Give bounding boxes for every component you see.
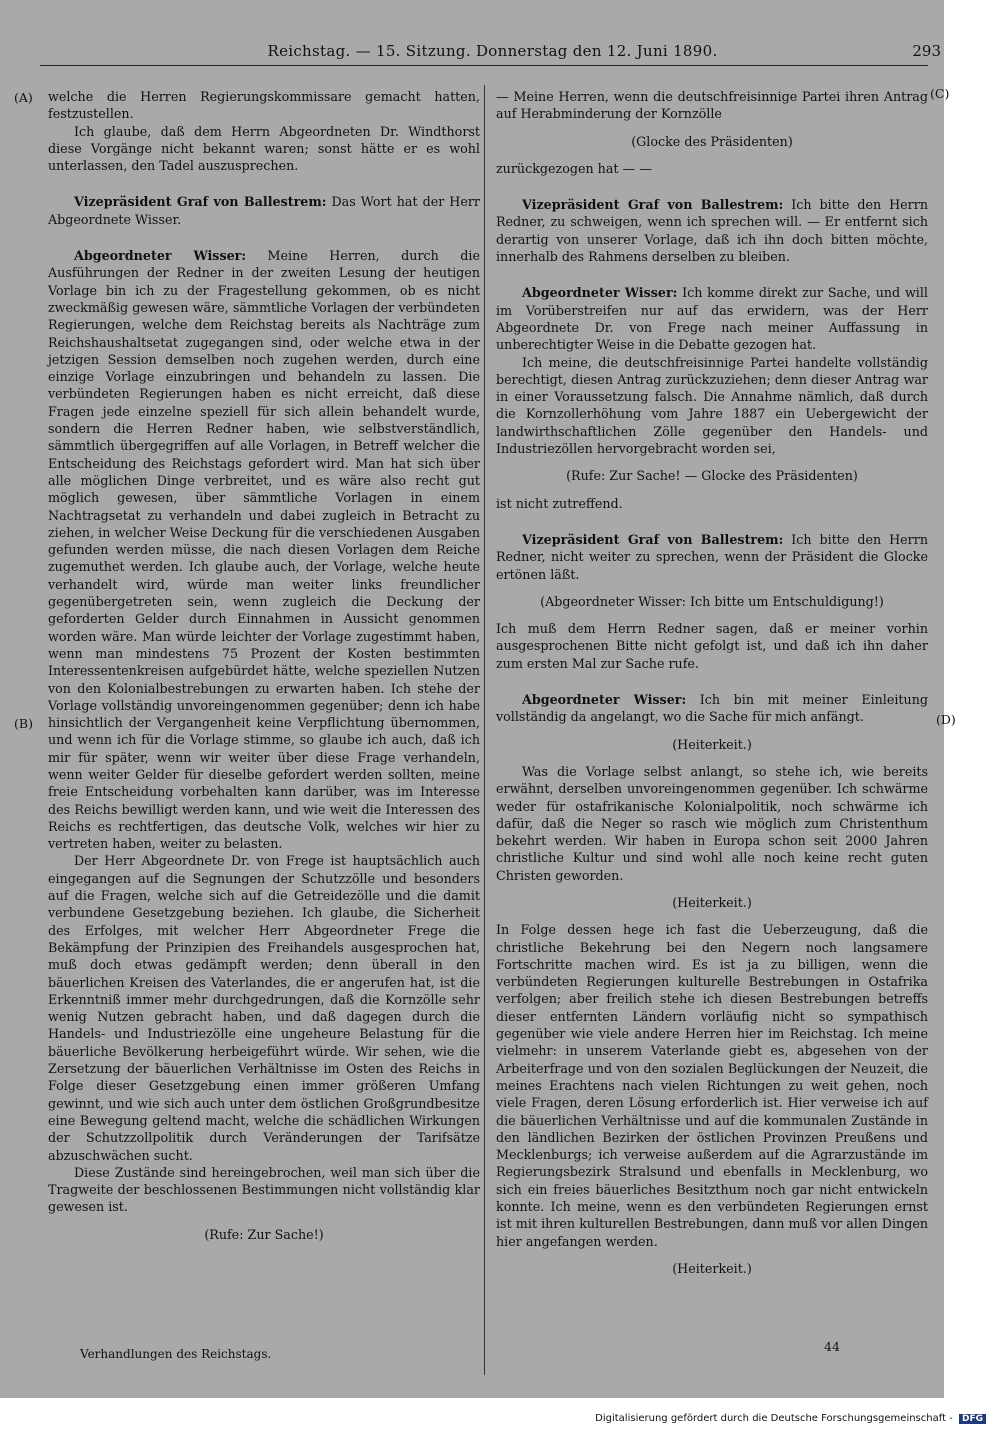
interjection: (Heiterkeit.): [672, 736, 752, 752]
digitization-notice: [595, 1413, 986, 1424]
paragraph: In Folge dessen hege ich fast die Ueberzeugung, daß die christliche Bekehrung bei den Negern noch langsamere Fortschritte machen wird. Es ist ja zu billigen, wenn die verbündeten Regierungen kulturelle Bestrebungen in Ostafrika verfolgen; aber freilich stehe ich diesen Bestrebungen betreffs dieser entfernten Ländern vorläufig nicht so sympathisch gegenüber wie viele andere Herren hier im Reichstag. Ich meine vielmehr: in unserem Vaterlande giebt es, abgesehen von der Arbeiterfrage und von den sozialen Beglückungen der Neuzeit, die meines Erachtens nach vielen Richtungen zu weit gehen, noch viele Fragen, deren Lösung erforderlich ist. Hier verweise ich auf die bäuerlichen Verhältnisse und auf die kommunalen Zustände in den ländlichen Bezirken der östlichen Provinzen Preußens und Mecklenburgs; ich verweise außerdem auf die Agrarzustände im Regierungsbezirk Stralsund und ebenfalls in Mecklenburg, wo sich ein freies bäuerliches Besitzthum noch gar nicht entwickeln konnte. Ich meine, wenn es den verbündeten Regierungen ernst ist mit ihren kulturellen Bestrebungen, dann muß vor allen Dingen hier angefangen werden.: [496, 922, 928, 1249]
speech-paragraph: [496, 196, 928, 265]
speech-paragraph: [496, 284, 928, 353]
interjection: (Glocke des Präsidenten): [631, 133, 793, 149]
speaker-name: Vizepräsident Graf von Ballestrem:: [522, 197, 784, 213]
interjection: (Heiterkeit.): [672, 894, 752, 910]
speech-text: Ich bitte den Herrn Redner, zu schweigen, wenn ich sprechen will. — Er entfernt sich derartig von unserer Vorlage, daß ich ihn doch bitten möchte, innerhalb des Rahmens derselben zu bleiben.: [496, 197, 928, 265]
speaker-name: Abgeordneter Wisser:: [522, 692, 687, 708]
interjection: (Abgeordneter Wisser: Ich bitte um Entschuldigung!): [540, 593, 884, 609]
right-column: [496, 88, 928, 1287]
margin-mark-b: (B): [14, 716, 33, 731]
speaker-name: Abgeordneter Wisser:: [522, 285, 678, 301]
column-divider: [484, 85, 485, 1375]
paragraph: Was die Vorlage selbst anlangt, so stehe ich, wie bereits erwähnt, derselben unvoreingenommen gegenüber. Ich schwärme weder für ostafrikanische Kolonialpolitik, noch schwärme ich dafür, daß die Neger so rasch wie möglich zum Christenthum bekehrt werden. Wir haben in Europa schon seit 2000 Jahren christliche Kultur und sind wohl alle noch keine recht guten Christen geworden.: [496, 763, 928, 883]
paragraph: Der Herr Abgeordnete Dr. von Frege ist hauptsächlich auch eingegangen auf die Segnungen der Schutzzölle und besonders auf die Fragen, welche sich auf die Getreidezölle und die damit verbundene Gesetzgebung beziehen. Ich glaube, die Sicherheit des Erfolges, mit welcher Herr Abgeordneter Frege die Bekämpfung der Prinzipien des Freihandels ausgesprochen hat, muß doch etwas gedämpft werden; denn überall in den bäuerlichen Kreisen des Vaterlandes, die er angerufen hat, ist die Erkenntniß immer mehr durchgedrungen, daß die Kornzölle sehr wenig Nutzen gebracht haben, und daß dagegen durch die Handels- und Industriezölle eine ungeheure Belastung für die bäuerliche Bevölkerung herbeigeführt würde. Wir sehen, wie die Zersetzung der bäuerlichen Verhältnisse im Osten des Reichs in Folge dieser Gesetzgebung einen immer größeren Umfang gewinnt, und wie sich auch unter dem östlichen Großgrundbesitze eine Bewegung geltend macht, welche die schädlichen Wirkungen der Schutzzollpolitik durch Veränderungen der Tarifsätze abzuschwächen sucht.: [48, 853, 480, 1163]
speech-paragraph: [496, 691, 928, 726]
speech-text: Ich bin mit meiner Einleitung vollständig da angelangt, wo die Sache für mich anfängt.: [496, 692, 928, 725]
speech-text: Das Wort hat der Herr Abgeordnete Wisser.: [48, 194, 480, 227]
speech-paragraph: [48, 247, 480, 852]
paragraph: Diese Zustände sind hereingebrochen, weil man sich über die Tragweite der beschlossenen Bestimmungen nicht vollständig klar gewesen ist.: [48, 1164, 480, 1215]
paragraph: Ich muß dem Herrn Redner sagen, daß er meiner vorhin ausgesprochenen Bitte nicht gefolgt ist, und daß ich ihn daher zum ersten Mal zur Sache rufe.: [496, 621, 928, 671]
header-rule: [40, 65, 928, 66]
interjection: (Heiterkeit.): [672, 1260, 752, 1276]
paragraph: — Meine Herren, wenn die deutschfreisinnige Partei ihren Antrag auf Herabminderung der Kornzölle: [496, 89, 928, 122]
speaker-name: Abgeordneter Wisser:: [74, 248, 247, 264]
margin-mark-c: (C): [930, 86, 950, 101]
speaker-name: Vizepräsident Graf von Ballestrem:: [74, 194, 327, 210]
page-header: [40, 42, 945, 64]
speaker-name: Vizepräsident Graf von Ballestrem:: [522, 531, 784, 547]
margin-mark-d: (D): [936, 712, 956, 727]
speech-text: Meine Herren, durch die Ausführungen der Redner in der zweiten Lesung der heutigen Vorlage bin ich zu der Fragestellung gekommen, ob es nicht zweckmäßig gewesen wäre, sämmtliche Vorlagen der verbündeten Regierungen, welche dem Reichstag bereits als Nachträge zum Reichshaushaltsetat zugegangen sind, oder welche etwa in der jetzigen Session demselben noch zugehen werden, durch eine einzige Vorlage einzubringen und behandeln zu lassen. Die verbündeten Regierungen haben es nicht erreicht, daß diese Fragen jede einzelne speziell für sich allein behandelt wurde, sondern die Herren Redner haben, wie selbstverständlich, sämmtlich übergegriffen auf alle Vorlagen, in Betreff welcher die Entscheidung des Reichstags gefordert wird. Man hat sich über alle möglichen Dinge verbreitet, und es wäre also recht gut möglich gewesen, über sämmtliche Vorlagen in einem Nachtragsetat zu verhandeln und dabei zugleich in Betracht zu ziehen, in welcher Weise Deckung für die verschiedenen Ausgaben gefunden werden müsse, die nach diesen Vorlagen dem Reiche zugemuthet werden. Ich glaube auch, der Vorlage, welche heute verhandelt wird, würde man weiter links freundlicher gegenübergetreten sein, wenn zugleich die Deckung der geforderten Gelder durch Einnahmen in Aussicht genommen worden wäre. Man würde leichter der Vorlage zugestimmt haben, wenn man mindestens 75 Prozent der Kosten bestimmten Interessentenkreisen aufgebürdet hätte, welche speziellen Nutzen von den Kolonialbestrebungen zu erwarten haben. Ich stehe der Vorlage vollständig unvoreingenommen gegenüber; denn ich habe hinsichtlich der Vergangenheit keine Verpflichtung übernommen, und wenn ich für die Vorlage stimme, so glaube ich auch, daß ich mir für später, wenn wir weiter über diese Frage verhandeln, wenn weiter Gelder für dieselbe gefordert werden sollten, meine freie Entscheidung vorbehalten kann darüber, was im Interesse des Reichs bewilligt werden kann, und wie weit die Interessen des Reichs es rechtfertigen, das deutsche Volk, welches wir hier zu vertreten haben, weiter zu belasten.: [48, 248, 480, 852]
paragraph: zurückgezogen hat — —: [496, 160, 652, 176]
footer-title: Verhandlungen des Reichstags.: [80, 1347, 272, 1361]
dfg-logo: DFG: [959, 1414, 986, 1424]
paragraph: welche die Herren Regierungskommissare gemacht hatten, festzustellen.: [48, 89, 480, 122]
interjection: (Rufe: Zur Sache! — Glocke des Präsidenten): [566, 468, 858, 484]
speech-text: Ich bitte den Herrn Redner, nicht weiter zu sprechen, wenn der Präsident die Glocke ertönen läßt.: [496, 531, 928, 582]
digitization-text: Digitalisierung gefördert durch die Deutsche Forschungsgemeinschaft -: [595, 1413, 953, 1424]
interjection: (Rufe: Zur Sache!): [204, 1226, 324, 1242]
left-column: [48, 88, 480, 1253]
signature-mark: 44: [824, 1339, 840, 1354]
header-title: Reichstag. — 15. Sitzung. Donnerstag den 12. Juni 1890.: [267, 42, 718, 60]
page-number: 293: [912, 42, 941, 60]
paragraph: ist nicht zutreffend.: [496, 495, 623, 511]
speech-paragraph: [496, 531, 928, 583]
margin-mark-a: (A): [14, 90, 33, 105]
speech-text: Ich komme direkt zur Sache, und will im Vorüberstreifen nur auf das erwidern, was der Herr Abgeordnete Dr. von Frege nach meiner Auffassung in unberechtigter Weise in die Debatte gezogen hat.: [496, 285, 928, 353]
paragraph: Ich meine, die deutschfreisinnige Partei handelte vollständig berechtigt, diesen Antrag zurückzuziehen; denn dieser Antrag war in einer Voraussetzung falsch. Die Annahme nämlich, daß durch die Kornzollerhöhung vom Jahre 1887 ein Uebergewicht der landwirthschaftlichen Zölle gegenüber den Handels- und Industriezöllen hervorgebracht worden sei,: [496, 354, 928, 457]
paragraph: Ich glaube, daß dem Herrn Abgeordneten Dr. Windthorst diese Vorgänge nicht bekannt waren; sonst hätte er es wohl unterlassen, den Tadel auszusprechen.: [48, 123, 480, 174]
speech-paragraph: [48, 193, 480, 228]
